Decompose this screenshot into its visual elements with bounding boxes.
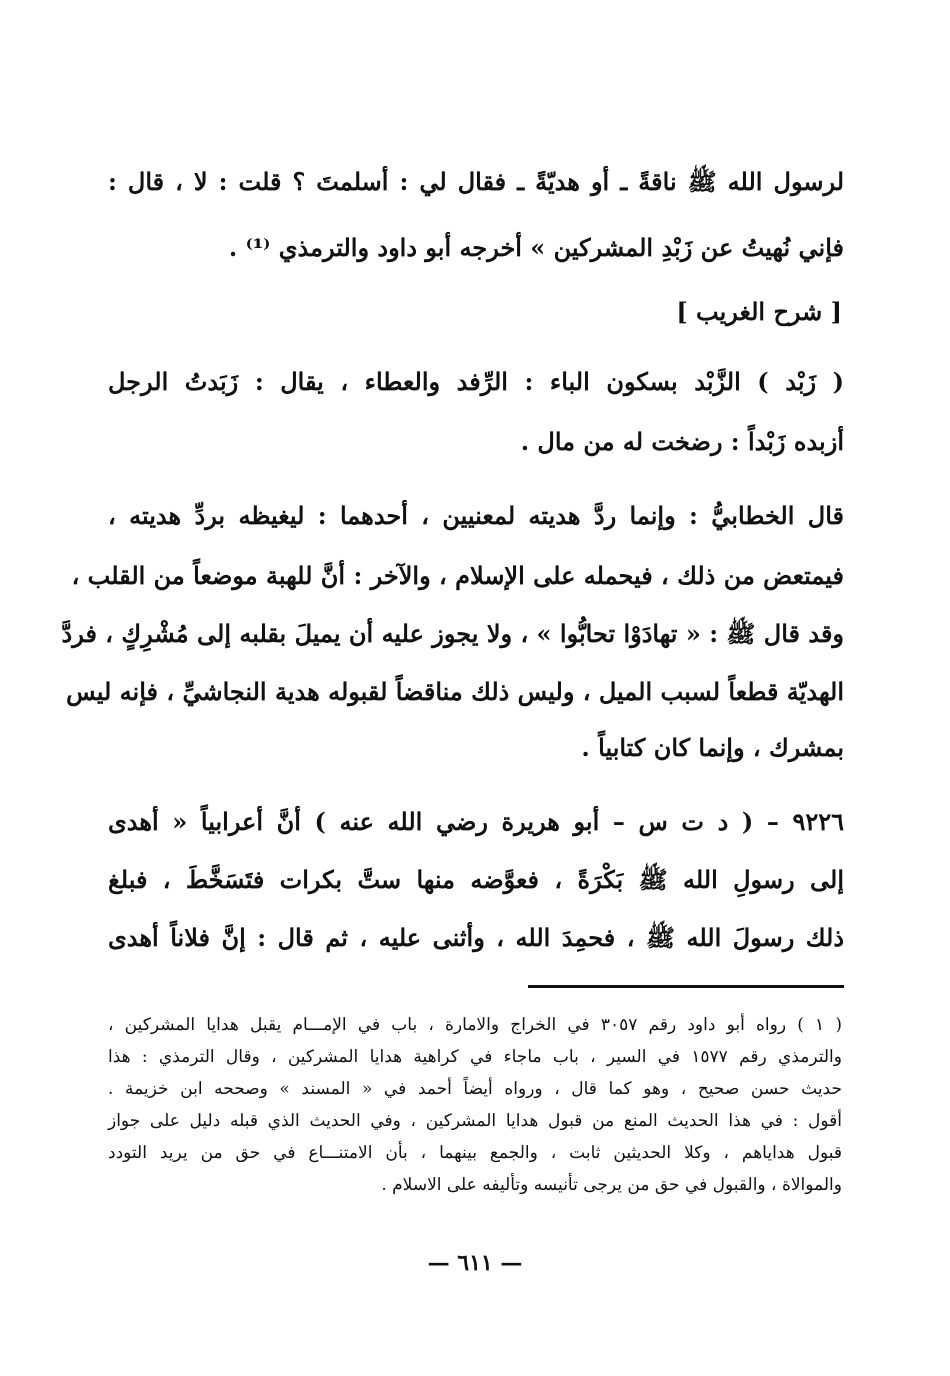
- footnote-line: والموالاة ، والقبول في حق من يرجى تأنيسه وتأليفه على الاسلام .: [381, 1175, 842, 1195]
- gharib-heading: [ شرح الغريب ]: [676, 297, 842, 326]
- body-line: لرسول الله ﷺ ناقةً ـ أو هديّةً ـ فقال لي : أسلمتَ ؟ قلت : لا ، قال :: [108, 167, 844, 196]
- body-line: الهديّة قطعاً لسبب الميل ، وليس ذلك مناقضاً لقبوله هدية النجاشيِّ ، فإنه ليس: [66, 677, 844, 706]
- footnote-line: حديث حسن صحيح ، وهو كما قال ، ورواه أيضاً أحمد في « المسند » وصححه ابن خزيمة .: [108, 1079, 842, 1099]
- body-line: أزبده زَبْداً : رضخت له من مال .: [520, 427, 844, 456]
- body-line: فإني نُهيتُ عن زَبْدِ المشركين » أخرجه أبو داود والترمذي ⁽¹⁾ .: [228, 233, 844, 262]
- body-line: وقد قال ﷺ : « تهادَوْا تحابُّوا » ، ولا يجوز عليه أن يميلَ بقلبه إلى مُشْرِكٍ ، فردَّ: [61, 619, 844, 648]
- footnote-divider: [528, 985, 844, 988]
- body-line: قال الخطابيُّ : وإنما ردَّ هديته لمعنيين ، أحدهما : ليغيظه بردِّ هديته ،: [108, 501, 844, 530]
- footnote-line: ( ١ ) رواه أبو داود رقم ٣٠٥٧ في الخراج والامارة ، باب في الإمـــام يقبل هدايا المشركين ،: [108, 1015, 842, 1035]
- body-line: ( زَبْد ) الزَّبْد بسكون الباء : الرِّفد والعطاء ، يقال : زَبَدتُ الرجل: [108, 367, 845, 396]
- body-line: بمشرك ، وإنما كان كتابياً .: [581, 733, 844, 762]
- hadith-line: ٩٢٢٦ – ( د ت س – أبو هريرة رضي الله عنه ) أنَّ أعرابياً « أهدى: [108, 807, 844, 836]
- body-line: فيمتعض من ذلك ، فيحمله على الإسلام ، والآخر : أنَّ للهبة موضعاً من القلب ،: [71, 561, 844, 590]
- hadith-line: إلى رسولِ الله ﷺ بَكْرَةً ، فعوَّضه منها ستَّ بكرات فتَسَخَّطَ ، فبلغ: [108, 865, 844, 894]
- hadith-line: ذلك رسولَ الله ﷺ ، فحمِدَ الله ، وأثنى عليه ، ثم قال : إنَّ فلاناً أهدى: [108, 923, 844, 952]
- footnote-line: والترمذي رقم ١٥٧٧ في السير ، باب ماجاء في كراهية هدايا المشركين ، وقال الترمذي : هذا: [108, 1047, 842, 1067]
- footnote-line: قبول هداياهم ، وكلا الحديثين ثابت ، والجمع بينهما ، بأن الامتنـــاع في حق من يريد التودد: [108, 1143, 842, 1163]
- page-number: — ٦١١ —: [427, 1250, 523, 1276]
- footnote-line: أقول : في هذا الحديث المنع من قبول هدايا المشركين ، وفي الحديث الذي قبله دليل على جواز: [108, 1111, 842, 1131]
